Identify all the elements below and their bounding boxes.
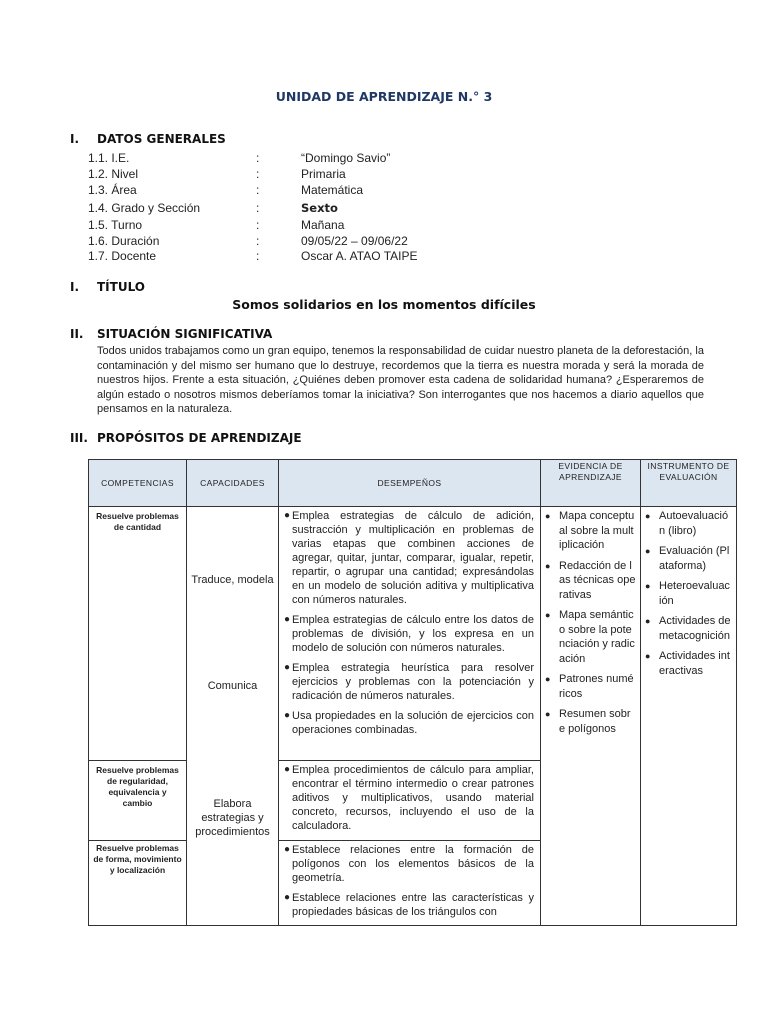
datos-value: Matemática bbox=[301, 183, 364, 197]
bullet: ● bbox=[284, 764, 291, 775]
header-capacidades: CAPACIDADES bbox=[187, 460, 279, 507]
datos-separator: : bbox=[256, 167, 260, 181]
section-number: I. bbox=[70, 132, 80, 146]
header-desempenos: DESEMPEÑOS bbox=[279, 460, 541, 507]
bullet: ● bbox=[645, 616, 651, 626]
bullet: ● bbox=[645, 546, 651, 556]
instrumentos-cell bbox=[641, 507, 737, 926]
competencia-cantidad: Resuelve problemas de cantidad bbox=[89, 507, 187, 761]
bullet: ● bbox=[545, 674, 551, 684]
section-heading: SITUACIÓN SIGNIFICATIVA bbox=[97, 327, 273, 341]
section-number: I. bbox=[70, 280, 80, 294]
evidencia-text: Mapa conceptual sobre la multiplicación bbox=[559, 510, 635, 551]
desempeno-text: Emplea estrategias de cálculo entre los datos de problemas de división, y los expresa en un modelo de solución con números naturales. bbox=[292, 614, 534, 654]
desempeno-text: Establece relaciones entre la formación de polígonos con los elementos básicos de la geometría. bbox=[292, 844, 534, 884]
bullet: ● bbox=[284, 710, 291, 721]
capacidades-cell bbox=[187, 507, 279, 926]
bullet: ● bbox=[545, 511, 551, 521]
list-item bbox=[284, 709, 534, 737]
section-number: III. bbox=[70, 431, 88, 445]
desempeno-text: Usa propiedades en la solución de ejercicios con operaciones combinadas. bbox=[292, 710, 534, 736]
datos-label: 1.6. Duración bbox=[88, 234, 160, 248]
datos-value: Oscar A. ATAO TAIPE bbox=[301, 249, 418, 263]
desempeno-text: Emplea procedimientos de cálculo para ampliar, encontrar el término intermedio o crear patrones aditivos y multiplicativos, usando material concreto, recursos, incluyendo el uso de la calculadora. bbox=[292, 764, 534, 832]
page-title: UNIDAD DE APRENDIZAJE N.° 3 bbox=[275, 89, 493, 104]
section-propositos bbox=[70, 431, 302, 445]
bullet: ● bbox=[284, 662, 291, 673]
section-heading: PROPÓSITOS DE APRENDIZAJE bbox=[97, 431, 302, 445]
list-item bbox=[545, 608, 636, 666]
header-evidencia: EVIDENCIA DE APRENDIZAJE bbox=[541, 460, 641, 507]
table-row bbox=[89, 507, 737, 761]
list-item bbox=[284, 661, 534, 703]
datos-separator: : bbox=[256, 234, 260, 248]
competencia-regularidad: Resuelve problemas de regularidad, equivalencia y cambio bbox=[89, 761, 187, 841]
datos-separator: : bbox=[256, 249, 260, 263]
datos-separator: : bbox=[256, 151, 260, 165]
bullet: ● bbox=[284, 892, 291, 903]
section-datos-generales bbox=[70, 132, 226, 146]
datos-value: Mañana bbox=[301, 218, 345, 232]
list-item bbox=[284, 763, 534, 833]
situacion-paragraph: Todos unidos trabajamos como un gran equipo, tenemos la responsabilidad de cuidar nuestro planeta de la deforestación, la contaminación y del mismo ser humano que lo destruye, recordemos que la tierra es nuestra morada y será la morada de nuestros hijos. Frente a esta situación, ¿Quiénes deben promover esta cadena de solidaridad humana? ¿Esperaremos de algún estado o nosotros mismos deberíamos tomar la iniciativa? Son interrogantes que nos hacemos a diario aquellos que pensamos en la naturaleza. bbox=[97, 345, 704, 416]
bullet: ● bbox=[284, 510, 291, 521]
list-item bbox=[545, 672, 636, 701]
desempenos-forma bbox=[279, 841, 541, 926]
datos-label: 1.7. Docente bbox=[88, 249, 157, 263]
list-item bbox=[545, 707, 636, 736]
section-heading: DATOS GENERALES bbox=[97, 132, 226, 146]
desempenos-regularidad bbox=[279, 761, 541, 841]
section-heading: TÍTULO bbox=[97, 280, 145, 294]
datos-label: 1.2. Nivel bbox=[88, 167, 139, 181]
capacidad-traduce: Traduce, modela bbox=[191, 574, 274, 586]
desempeno-text: Establece relaciones entre las características y propiedades básicas de los triángulos con bbox=[292, 892, 534, 918]
instrumento-text: Heteroevaluación bbox=[659, 580, 730, 607]
desempenos-cantidad bbox=[279, 507, 541, 761]
list-item bbox=[645, 579, 732, 608]
list-item bbox=[645, 614, 732, 643]
capacidad-elabora: Elabora estrategias y procedimientos bbox=[195, 798, 270, 838]
bullet: ● bbox=[545, 709, 551, 719]
header-competencias: COMPETENCIAS bbox=[89, 460, 187, 507]
datos-separator: : bbox=[256, 218, 260, 232]
bullet: ● bbox=[545, 560, 551, 571]
desempeno-text: Emplea estrategias de cálculo de adición, sustracción y multiplicación en problemas de varias etapas que combinen acciones de agregar, quitar, juntar, comparar, igualar, repetir, repartir, o agrupar una cantidad; expresándolas en un modelo de solución aditiva y multiplicativa con números naturales. bbox=[292, 510, 534, 606]
competencia-forma: Resuelve problemas de forma, movimiento y localización bbox=[89, 841, 187, 926]
instrumento-text: Actividades de metacognición bbox=[659, 615, 731, 642]
datos-label: 1.1. I.E. bbox=[88, 151, 130, 165]
evidencias-cell bbox=[541, 507, 641, 926]
desempeno-text: Emplea estrategia heurística para resolver ejercicios y problemas con la potenciación y radicación de números naturales. bbox=[292, 662, 534, 702]
datos-separator: : bbox=[256, 201, 260, 215]
bullet: ● bbox=[645, 511, 651, 521]
propositos-table bbox=[88, 459, 737, 926]
bullet: ● bbox=[645, 581, 651, 591]
instrumento-text: Autoevaluación (libro) bbox=[659, 510, 729, 537]
datos-value: Primaria bbox=[301, 167, 346, 181]
datos-label: 1.5. Turno bbox=[88, 218, 143, 232]
list-item bbox=[645, 544, 732, 573]
datos-value: “Domingo Savio” bbox=[301, 151, 391, 165]
bullet: ● bbox=[284, 844, 291, 855]
evidencia-text: Redacción de las técnicas operativas bbox=[559, 559, 636, 601]
list-item bbox=[645, 509, 732, 538]
section-situacion bbox=[70, 327, 272, 341]
section-number: II. bbox=[70, 327, 84, 341]
evidencia-text: Resumen sobre polígonos bbox=[559, 708, 631, 735]
instrumento-text: Evaluación (Plataforma) bbox=[659, 545, 730, 572]
list-item bbox=[645, 649, 732, 678]
bullet: ● bbox=[645, 651, 651, 661]
datos-label: 1.3. Área bbox=[88, 183, 137, 197]
datos-separator: : bbox=[256, 183, 260, 197]
evidencia-text: Mapa semántico sobre la potenciación y radicación bbox=[559, 609, 635, 665]
capacidad-comunica: Comunica bbox=[207, 680, 258, 692]
list-item bbox=[284, 843, 534, 885]
bullet: ● bbox=[545, 610, 551, 620]
unit-title: Somos solidarios en los momentos difíciles bbox=[232, 297, 536, 312]
list-item bbox=[284, 509, 534, 607]
list-item bbox=[284, 613, 534, 655]
datos-value: 09/05/22 – 09/06/22 bbox=[301, 234, 408, 248]
evidencia-text: Patrones numéricos bbox=[559, 673, 634, 700]
table-header-row bbox=[89, 460, 737, 507]
section-titulo bbox=[70, 280, 145, 294]
datos-value: Sexto bbox=[301, 201, 338, 215]
list-item bbox=[545, 559, 636, 603]
header-instrumento: INSTRUMENTO DE EVALUACIÓN bbox=[641, 460, 737, 507]
datos-label: 1.4. Grado y Sección bbox=[88, 201, 201, 215]
bullet: ● bbox=[284, 614, 291, 625]
list-item bbox=[284, 891, 534, 919]
list-item bbox=[545, 509, 636, 553]
instrumento-text: Actividades interactivas bbox=[659, 650, 730, 677]
